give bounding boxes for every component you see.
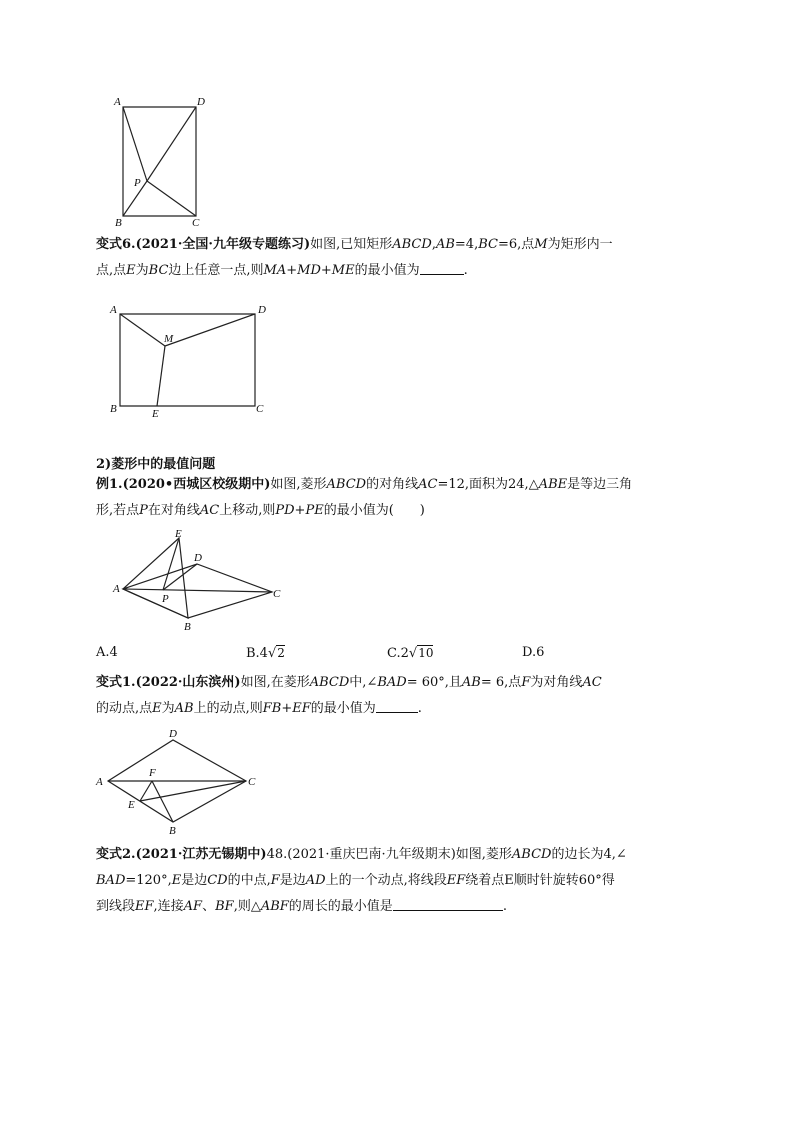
segment-ec: [140, 781, 246, 801]
option-c[interactable]: C.2√10: [387, 646, 434, 661]
label-b: B: [110, 403, 117, 415]
question-v1-line1: 变式1.(2022·山东滨州)如图,在菱形ABCD中,∠BAD= 60°,且AB= 6,点F为对角线AC: [96, 675, 602, 690]
label-d: D: [194, 552, 202, 564]
radicand: 10: [418, 646, 434, 660]
label-c: C: [256, 403, 264, 415]
question-v6-line2: 点,点E为BC边上任意一点,则MA+MD+ME的最小值为 .: [96, 263, 468, 278]
segment-pd: [147, 107, 196, 181]
segment-pc: [147, 181, 196, 216]
question-v2-line3: 到线段EF,连接AF、BF,则△ABF的周长的最小值是 .: [96, 899, 507, 914]
label-d: D: [197, 96, 205, 108]
section-heading: 2)菱形中的最值问题: [96, 457, 216, 472]
figure-rhombus-triangle: [110, 524, 290, 636]
question-v1-line2: 的动点,点E为AB上的动点,则FB+EF的最小值为 .: [96, 701, 422, 716]
label-m: M: [164, 333, 174, 345]
option-d[interactable]: D.6: [522, 645, 545, 660]
segment-ma: [120, 314, 165, 346]
question-v6-tag: 变式6.(2021·全国·九年级专题练习): [96, 237, 311, 252]
segment-fe: [140, 781, 152, 801]
answer-blank[interactable]: [420, 262, 464, 275]
label-e: E: [175, 528, 182, 540]
label-f: F: [149, 767, 156, 779]
label-b: B: [115, 217, 122, 229]
example-1-tag: 例1.(2020•西城区校级期中): [96, 477, 271, 492]
answer-blank[interactable]: [376, 700, 418, 713]
label-a: A: [96, 776, 103, 788]
label-a: A: [114, 96, 121, 108]
answer-blank[interactable]: [393, 898, 503, 911]
label-d: D: [169, 728, 177, 740]
question-v2-line2: BAD=120°,E是边CD的中点,F是边AD上的一个动点,将线段EF绕着点E顺时针旋转60°得: [96, 873, 615, 888]
label-e: E: [152, 408, 159, 420]
label-e: E: [128, 799, 135, 811]
segment-pd: [163, 564, 197, 590]
example-1-line1: 例1.(2020•西城区校级期中)如图,菱形ABCD的对角线AC=12,面积为24,△ABE是等边三角: [96, 477, 633, 492]
question-v2-tag: 变式2.(2021·江苏无锡期中): [96, 847, 267, 862]
label-p: P: [134, 177, 141, 189]
label-p: P: [162, 593, 169, 605]
label-b: B: [169, 825, 176, 837]
option-b[interactable]: B.4√2: [246, 646, 285, 661]
figure-rhombus-fe: [90, 724, 270, 840]
figure-rectangle-p: [110, 92, 210, 232]
label-d: D: [258, 304, 266, 316]
label-c: C: [248, 776, 256, 788]
segment-pa: [123, 107, 147, 181]
diagonal-ac: [123, 589, 272, 592]
label-b: B: [184, 621, 191, 633]
label-a: A: [110, 304, 117, 316]
segment-me: [157, 346, 165, 406]
figure-rectangle-m: [105, 300, 275, 420]
label-c: C: [192, 217, 200, 229]
example-1-line2: 形,若点P在对角线AC上移动,则PD+PE的最小值为( ): [96, 503, 425, 518]
segment-md: [165, 314, 255, 346]
question-v2-line1: 变式2.(2021·江苏无锡期中)48.(2021·重庆巴南·九年级期末)如图,菱形ABCD的边长为4,∠: [96, 847, 627, 862]
radicand: 2: [277, 646, 285, 660]
label-a: A: [113, 583, 120, 595]
label-c: C: [273, 588, 281, 600]
question-v1-tag: 变式1.(2022·山东滨州): [96, 675, 241, 690]
option-a[interactable]: A.4: [96, 645, 118, 660]
question-v6-line1: 变式6.(2021·全国·九年级专题练习)如图,已知矩形ABCD,AB=4,BC=6,点M为矩形内一: [96, 237, 613, 252]
